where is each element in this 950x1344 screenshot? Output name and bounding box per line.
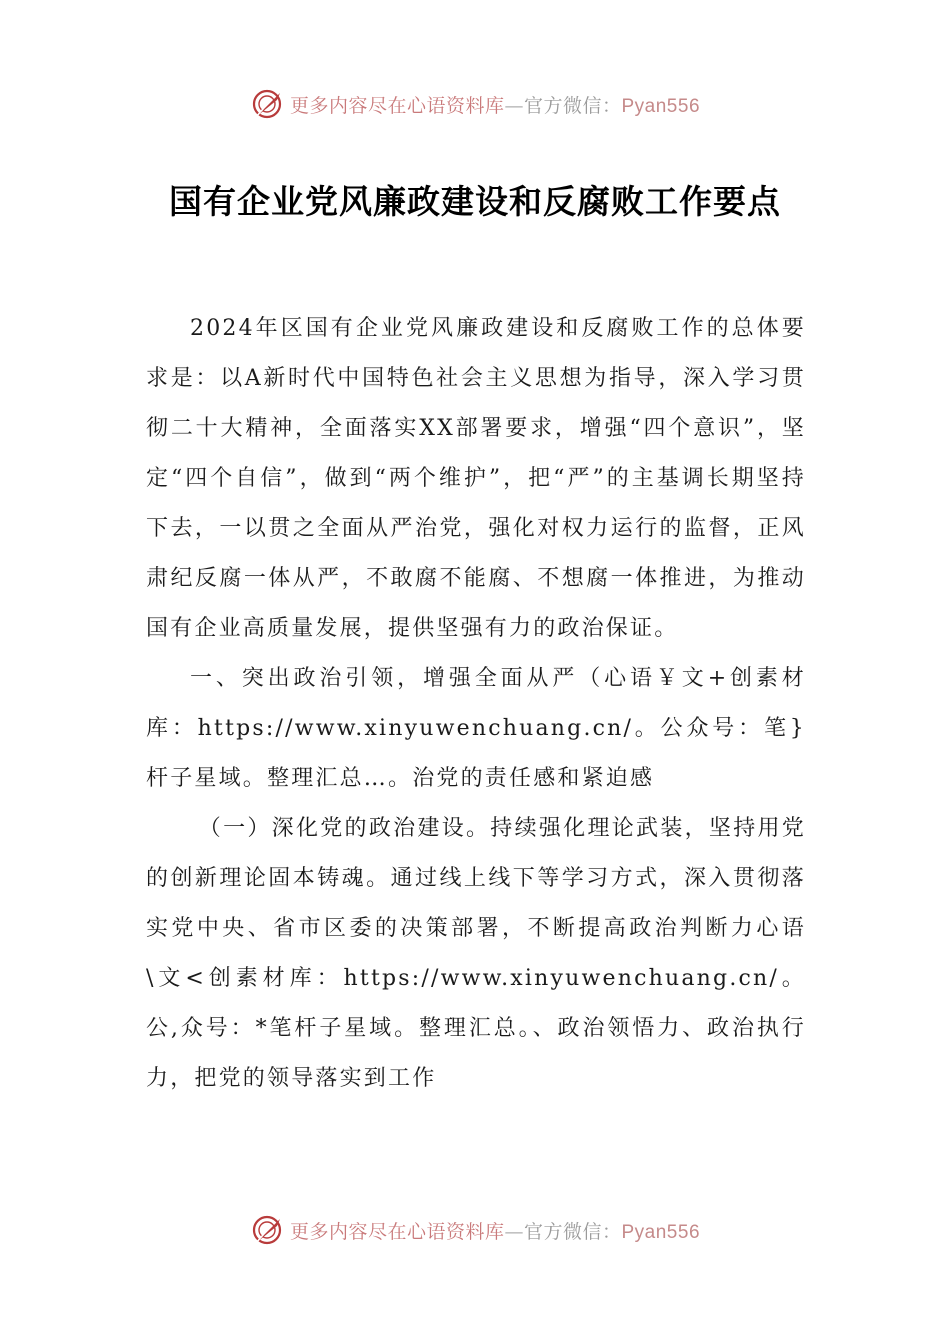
watermark-text: 更多内容尽在心语资料库—官方微信：Pyan556 bbox=[289, 94, 701, 117]
document-title: 国有企业党风廉政建设和反腐败工作要点 bbox=[169, 182, 781, 221]
paragraph-intro: 2024年区国有企业党风廉政建设和反腐败工作的总体要求是：以A新时代中国特色社会主义思想为指导，深入学习贯彻二十大精神，全面落实XX部署要求，增强“四个意识”，坚定“四个自信”，做到“两个维护”，把“严”的主基调长期坚持下去，一以贯之全面从严治党，强化对权力运行的监督，正风肃纪反腐一体从严，不敢腐不能腐、不想腐一体推进，为推动国有企业高质量发展，提供坚强有力的政治保证。 bbox=[146, 316, 806, 641]
quill-seal-logo-icon bbox=[250, 87, 284, 121]
header-watermark-banner bbox=[0, 84, 950, 124]
quill-seal-logo-icon bbox=[250, 1213, 284, 1247]
section-heading-1: 一、突出政治引领，增强全面从严（心语￥文+创素材库：https://www.xinyuwenchuang.cn/。公众号：笔}杆子星域。整理汇总…。治党的责任感和紧迫感 bbox=[146, 666, 806, 791]
document-body bbox=[146, 304, 806, 1104]
subsection-paragraph-1: （一）深化党的政治建设。持续强化理论武装，坚持用党的创新理论固本铸魂。通过线上线下等学习方式，深入贯彻落实党中央、省市区委的决策部署，不断提高政治判断力心语\文<创素材库：https://www.xinyuwenchuang.cn/。公,众号：*笔杆子星域。整理汇总。、政治领悟力、政治执行力，把党的领导落实到工作 bbox=[146, 816, 806, 1091]
watermark-text: 更多内容尽在心语资料库—官方微信：Pyan556 bbox=[289, 1220, 701, 1243]
footer-watermark-banner bbox=[0, 1210, 950, 1250]
